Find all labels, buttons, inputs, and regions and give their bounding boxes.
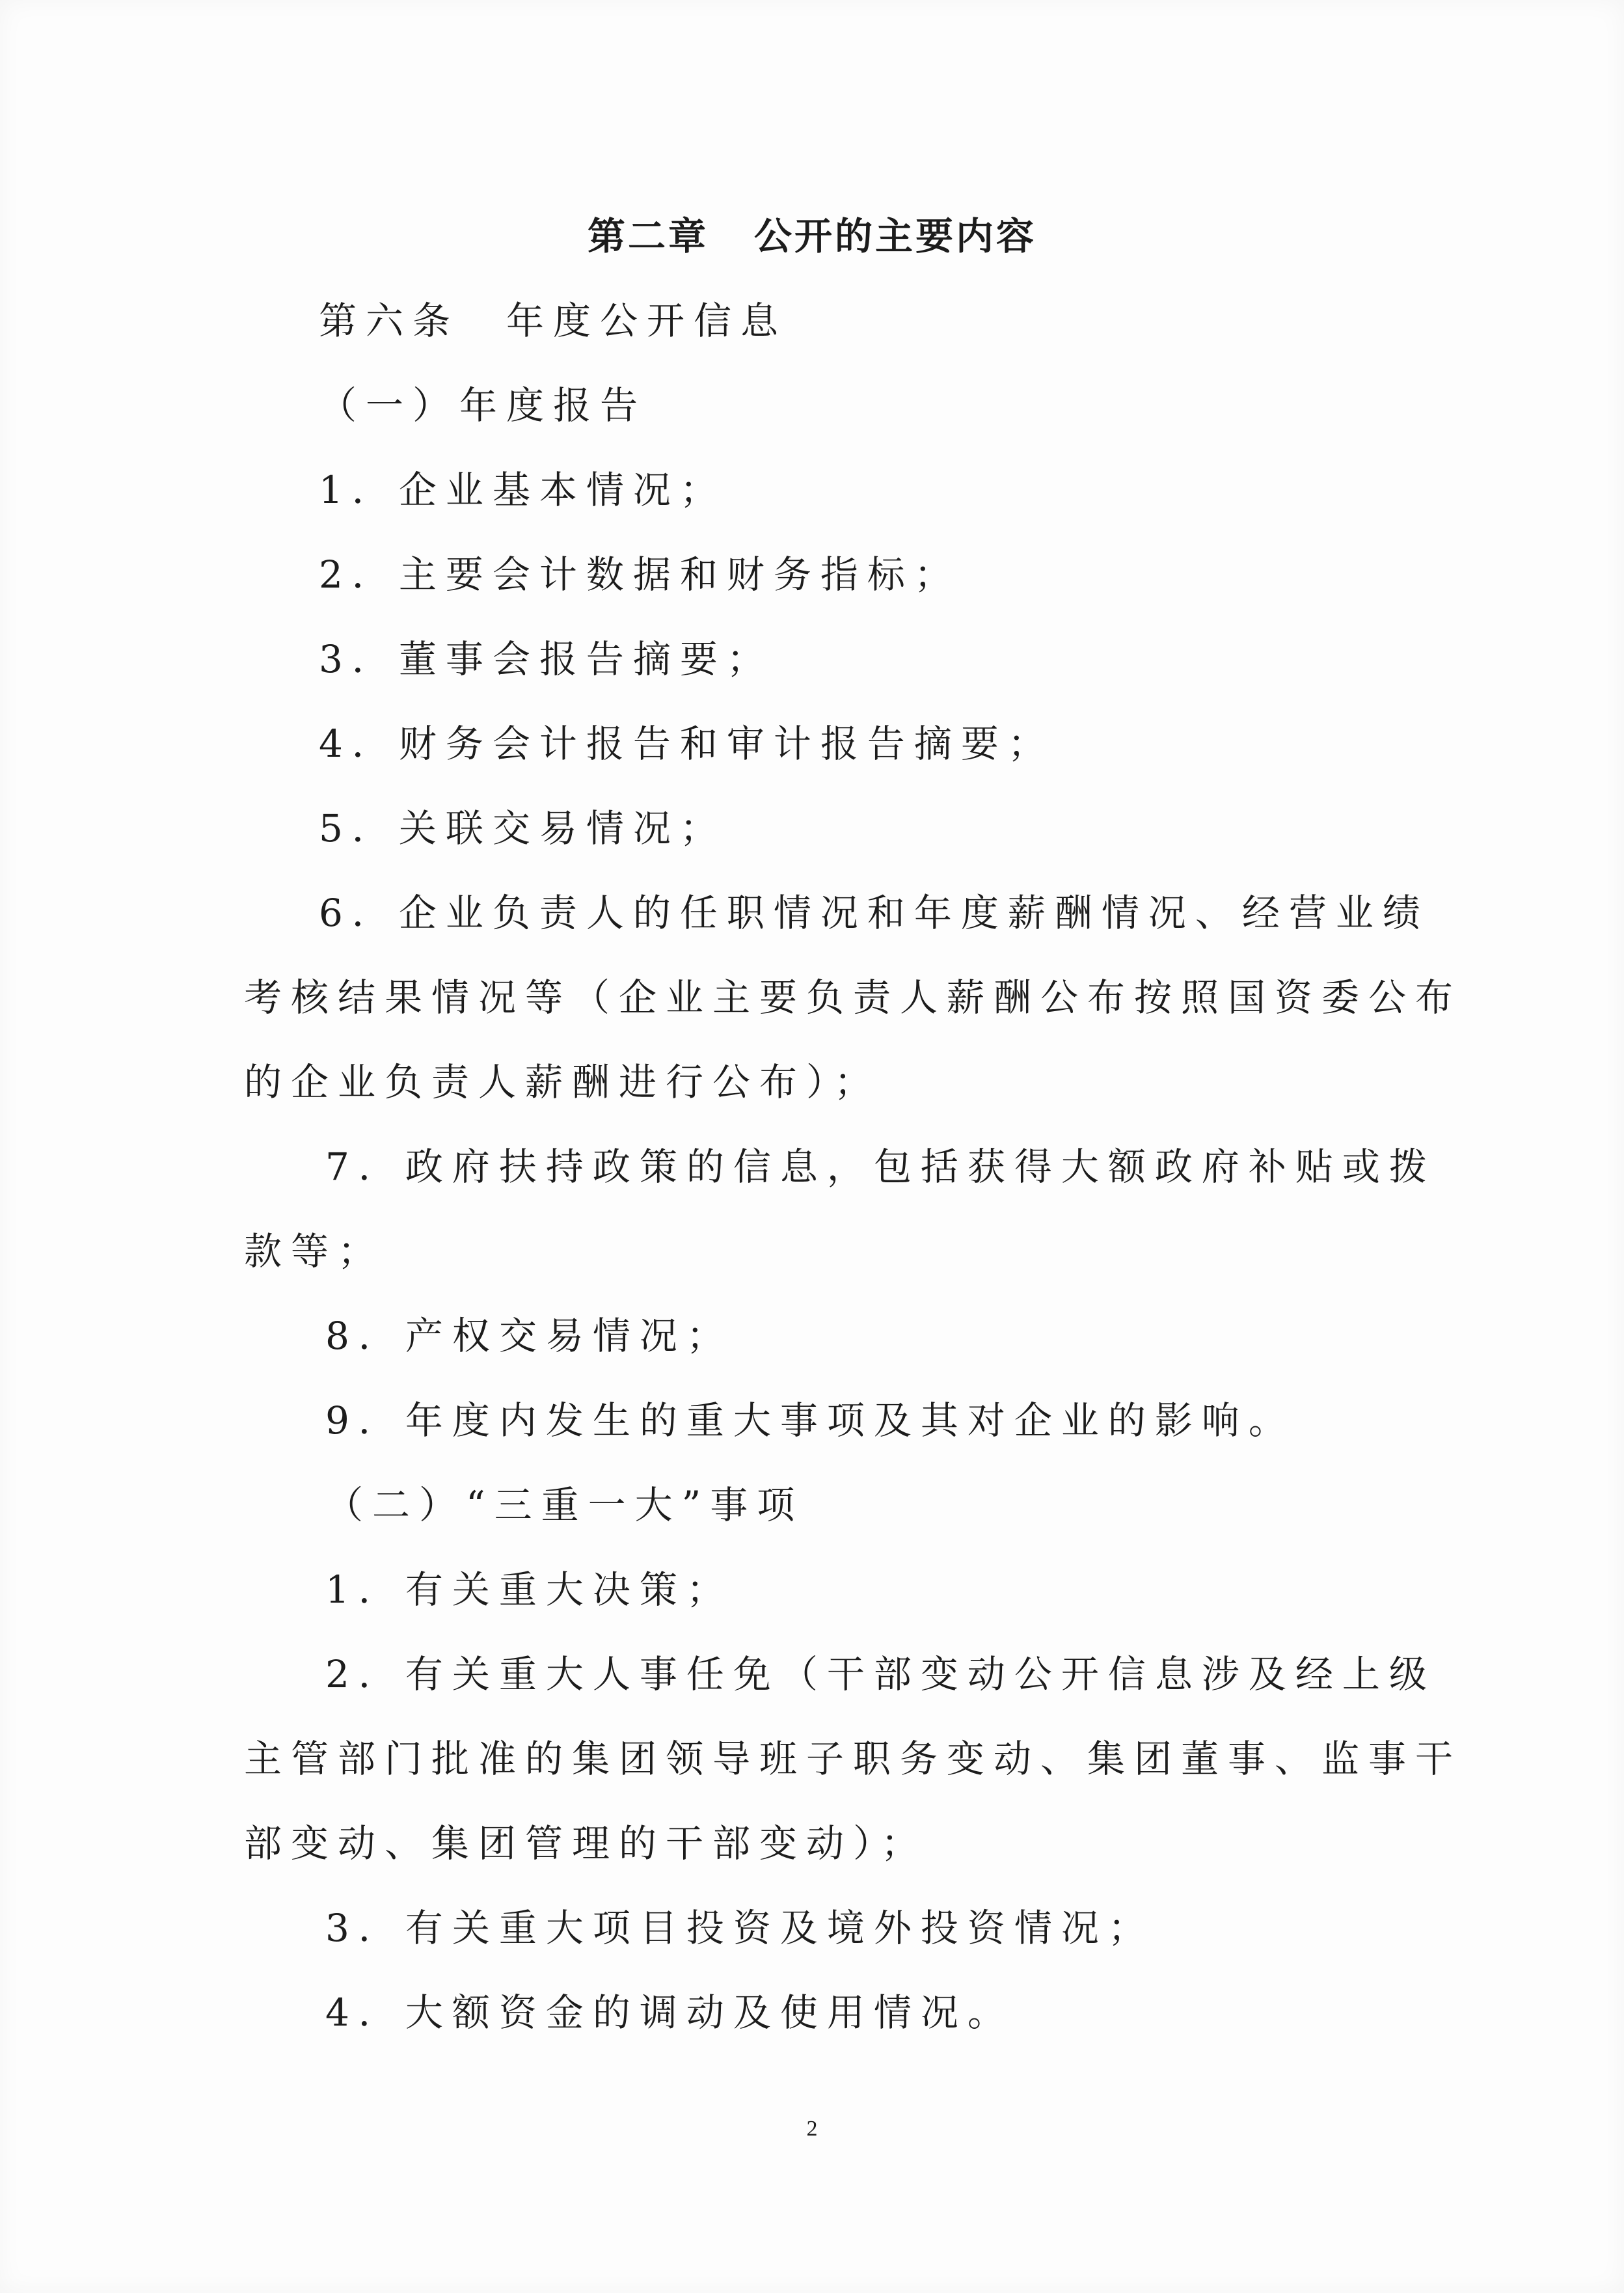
page-number: 2 bbox=[806, 2117, 818, 2141]
list-item: 1．有关重大决策； bbox=[325, 1567, 733, 1612]
section-title: （一）年度报告 bbox=[319, 383, 647, 427]
list-item-continuation: 部变动、集团管理的干部变动）； bbox=[244, 1821, 928, 1866]
list-item: 8．产权交易情况； bbox=[325, 1314, 733, 1358]
list-item: 5．关联交易情况； bbox=[319, 806, 727, 850]
list-item: 4．大额资金的调动及使用情况。 bbox=[325, 1990, 1014, 2035]
list-item: 3．董事会报告摘要； bbox=[319, 637, 774, 681]
list-item: 3．有关重大项目投资及境外投资情况； bbox=[325, 1906, 1155, 1950]
chapter-heading bbox=[0, 207, 1624, 265]
list-item: 4．财务会计报告和审计报告摘要； bbox=[319, 722, 1055, 766]
chapter-number: 第二章 bbox=[587, 214, 709, 258]
section-title: （二）“三重一大”事项 bbox=[325, 1483, 804, 1527]
article-heading: 第六条 年度公开信息 bbox=[319, 299, 788, 343]
list-item-continuation: 的企业负责人薪酬进行公布）； bbox=[244, 1060, 882, 1104]
list-item-continuation: 主管部门批准的集团领导班子职务变动、集团董事、监事干 bbox=[244, 1737, 1463, 1781]
list-item: 7．政府扶持政策的信息，包括获得大额政府补贴或拨 bbox=[325, 1145, 1436, 1189]
list-item: 2．主要会计数据和财务指标； bbox=[319, 552, 961, 597]
list-item-continuation: 款等； bbox=[244, 1229, 385, 1273]
list-item: 2．有关重大人事任免（干部变动公开信息涉及经上级 bbox=[325, 1652, 1436, 1696]
list-item: 1．企业基本情况； bbox=[319, 468, 727, 512]
list-item: 9．年度内发生的重大事项及其对企业的影响。 bbox=[325, 1398, 1295, 1443]
list-item-continuation: 考核结果情况等（企业主要负责人薪酬公布按照国资委公布 bbox=[244, 975, 1463, 1020]
chapter-title: 公开的主要内容 bbox=[754, 214, 1037, 258]
list-item: 6．企业负责人的任职情况和年度薪酬情况、经营业绩 bbox=[319, 891, 1429, 935]
